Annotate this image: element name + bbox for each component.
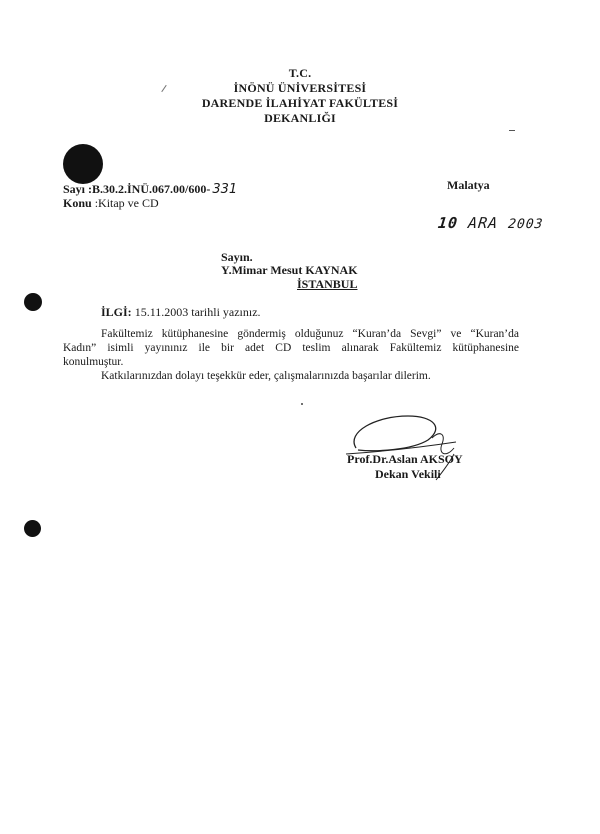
punch-hole <box>63 144 103 184</box>
recipient-name: Y.Mimar Mesut KAYNAK <box>221 263 358 277</box>
ilgi-line <box>101 305 261 320</box>
recipient-salutation: Sayın. <box>221 250 253 264</box>
body-paragraph-1-line-3: konulmuştur. <box>63 356 124 368</box>
konu-label: Konu <box>63 196 92 210</box>
ilgi-text: 15.11.2003 tarihli yazınız. <box>134 305 261 319</box>
body-paragraph-1-line-1: Fakültemiz kütüphanesine göndermiş olduğunuz “Kuran’da Sevgi” ve “Kuran’da <box>101 328 519 340</box>
sayi-line <box>63 182 237 197</box>
sayi-label: Sayı <box>63 182 86 196</box>
letterhead-university: İNÖNÜ ÜNİVERSİTESİ <box>233 81 367 95</box>
letterhead-tc: T.C. <box>288 66 312 80</box>
letterhead-deanery: DEKANLIĞI <box>264 111 336 125</box>
date-stamp-month: ARA <box>467 214 500 232</box>
stray-mark <box>509 130 515 131</box>
date-stamp <box>437 214 544 232</box>
body-paragraph-2: Katkılarınızdan dolayı teşekkür eder, çalışmalarınızda başarılar dilerim. <box>101 370 431 382</box>
signatory-name: Prof.Dr.Aslan AKSOY <box>347 452 463 466</box>
date-stamp-year: 2003 <box>507 217 545 232</box>
recipient-city: İSTANBUL <box>297 277 358 291</box>
stray-dot <box>301 403 303 405</box>
sayi-value: :B.30.2.İNÜ.067.00/600- <box>88 182 211 196</box>
signatory-title: Dekan Vekili <box>375 467 441 481</box>
konu-line <box>63 196 159 211</box>
punch-hole <box>24 520 41 537</box>
place: Malatya <box>447 178 490 192</box>
body-paragraph-1-line-2: Kadın” isimli yayınınız ile bir adet CD teslim alınarak Fakültemiz kütüphanesine <box>63 342 519 354</box>
sayi-handwritten: 331 <box>212 182 238 197</box>
punch-hole <box>24 293 42 311</box>
konu-value: :Kitap ve CD <box>94 196 159 210</box>
letterhead-faculty: DARENDE İLAHİYAT FAKÜLTESİ <box>201 96 399 110</box>
date-stamp-day: 10 <box>437 214 460 232</box>
ilgi-label: İLGİ: <box>101 305 132 319</box>
